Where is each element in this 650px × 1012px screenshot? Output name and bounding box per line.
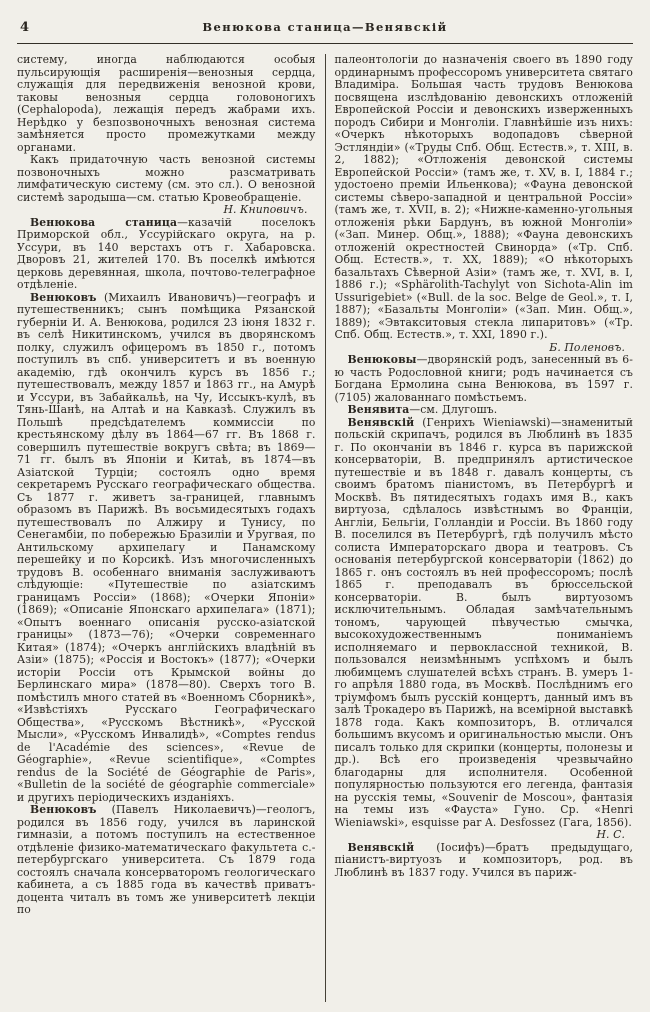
entry-text: —см. Длугошъ. bbox=[409, 403, 498, 416]
running-title: Венюкова станица—Венявскій bbox=[202, 20, 448, 34]
entry-headword: Венявскій bbox=[347, 840, 415, 854]
entry-text: —казачій поселокъ Приморской обл., Уссурійскаго округа, на р. Уссури, въ 140 верстахъ отъ г. Хабаровска. Дворовъ 21, жителей 170. Въ поселкѣ имѣются церковь деревянная, школа, почтово-телеграфное отдѣленіе. bbox=[17, 215, 316, 291]
entry-text: (Іосифъ)—братъ предыдущаго, піанистъ-виртуозъ и композиторъ, род. въ Люблинѣ въ 1837 году. Учился въ париж- bbox=[334, 840, 633, 879]
right-column bbox=[326, 54, 634, 1002]
entry-text: (Генрихъ Wieniawski)—знаменитый польскій скрипачъ, родился въ Люблинѣ въ 1835 г. По окончаніи въ 1846 г. курса въ парижской консерваторіи, В. предпринялъ артистическое путешествіе и въ 1848 г. давалъ концерты, съ своимъ братомъ піанистомъ, въ Петербургѣ и Москвѣ. Въ пятидесятыхъ годахъ имя В., какъ виртуоза, сдѣлалось извѣстнымъ во Франціи, Англіи, Бельгіи, Голландіи и Россіи. Въ 1860 году В. поселился въ Петербургѣ, гдѣ получилъ мѣсто солиста Императорскаго двора и театровъ. Съ основанія петербургской консерваторіи (1862) до 1865 г. онъ состоялъ въ ней профессоромъ; послѣ 1865 г. преподавалъ въ брюссельской консерваторіи. В. былъ виртуозомъ исключительнымъ. Обладая замѣчательнымъ тономъ, чарующей пѣвучестью смычка, высокохудожественнымъ пониманіемъ исполняемаго и первоклассной техникой, В. пользовался неизмѣннымъ успѣхомъ и былъ любимцемъ слушателей всѣхъ странъ. В. умеръ 1-го апрѣля 1880 года, въ Москвѣ. Послѣднимъ его тріумфомъ былъ русскій концертъ, данный имъ въ залѣ Трокадеро въ Парижѣ, на всемірной выставкѣ 1878 года. Какъ композиторъ, В. отличался большимъ вкусомъ и оригинальностью мысли. Онъ писалъ только для скрипки (концерты, полонезы и др.). Всѣ его произведенія чрезвычайно благодарны для исполнителя. Особенной популярностью пользуются его легенда, фантазія на русскія темы, «Souvenir de Moscou», фантазія на темы изъ «Фауста» Гуно. Ср. «Henri Wieniawski», esquisse par A. Desfossez (Гага, 1856). bbox=[334, 415, 633, 829]
entry-headword: Венявскій bbox=[347, 415, 415, 429]
signature-knipovich: Н. Книповичъ. bbox=[223, 203, 308, 216]
entry-text: (Михаилъ Ивановичъ)—географъ и путешественникъ; сынъ помѣщика Рязанской губерніи И. А. Венюкова, родился 23 іюня 1832 г. въ селѣ Никитинскомъ, учился въ дворянскомъ полку, служилъ офицеромъ въ 1850 г., потомъ поступилъ въ спб. университетъ и въ военную академію, гдѣ окончилъ курсъ въ 1856 г.; путешествовалъ, между 1857 и 1863 гг., на Амурѣ и Уссури, въ Забайкальѣ, на Чу, Иссыкъ-кулѣ, въ Тянь-Шанѣ, на Алтаѣ и на Кавказѣ. Служилъ въ Польшѣ предсѣдателемъ коммиссіи по крестьянскому дѣлу въ 1864—67 гг. Въ 1868 г. совершилъ путешествіе вокругъ свѣта; въ 1869—71 гг. былъ въ Японіи и Китаѣ, въ 1874—въ Азіатской Турціи; состоялъ одно время секретаремъ Русскаго географическаго общества. Съ 1877 г. живетъ за-границей, главнымъ образомъ въ Парижѣ. Въ восьмидесятыхъ годахъ путешествовалъ по Алжиру и Тунису, по Сенегамбіи, по побережью Бразиліи и Уругвая, по Антильскому архипелагу и Панамскому перешейку и по Корсикѣ. Изъ многочисленныхъ трудовъ В. особеннаго вниманія заслуживаютъ слѣдующіе: «Путешествіе по азіатскимъ границамъ Россіи» (1868); «Очерки Японіи» (1869); «Описаніе Японскаго архипелага» (1871); «Опытъ военнаго описанія русско-азіатской границы» (1873—76); «Очерки современнаго Китая» (1874); «Очеркъ англійскихъ владѣній въ Азіи» (1875); «Россія и Востокъ» (1877); «Очерки исторіи Россіи отъ Крымской войны до Берлинскаго мира» (1878—80). Сверхъ того В. помѣстилъ много статей въ «Военномъ Сборникѣ», «Извѣстіяхъ Русскаго Географическаго Общества», «Русскомъ Вѣстникѣ», «Русской Мысли», «Русскомъ Инвалидѣ», «Comptes rendus de l'Académie des sciences», «Revue de Géographie», «Revue scientifique», «Comptes rendus de la Société de Géographie de Paris», «Bulletin de la société de géographie commerciale» и другихъ періодическихъ изданіяхъ. bbox=[17, 290, 316, 804]
entry-venyavsky-iosif bbox=[335, 842, 634, 880]
paragraph-text: систему, иногда наблюдаются особыя пульсирующія расширенія—венозныя сердца, служащія для передвиженія венозной крови, таковы венозныя сердца головоногихъ (Cephalopoda), лежащія передъ жабрами ихъ. Нерѣдко у безпозвоночныхъ венозная система замѣняется просто промежутками между органами. bbox=[17, 54, 316, 154]
continuation-venyukov-pavel bbox=[335, 54, 634, 342]
entry-venyukov-pavel bbox=[17, 804, 316, 917]
entry-headword: Венюкова станица bbox=[30, 215, 178, 229]
text-columns bbox=[17, 54, 633, 1002]
entry-text: —дворянскій родъ, занесенный въ 6-ю часть Родословной книги; родъ начинается съ Богдана Ермолина сына Венюкова, въ 1597 г. (7105) жалованнаго помѣстьемъ. bbox=[334, 353, 633, 404]
paragraph-text: Какъ придаточную часть венозной системы позвоночныхъ можно разсматривать лимфатическую систему (см. это сл.). О венозной системѣ зародыша—см. статью Кровеобращеніе. bbox=[17, 153, 316, 204]
entry-headword: Венюковъ bbox=[30, 290, 97, 304]
page-header bbox=[17, 20, 633, 38]
continuation-venous-system bbox=[17, 54, 316, 154]
entry-headword: Венявита bbox=[347, 403, 410, 416]
paragraph-text: палеонтологіи до назначенія своего въ 1890 году ординарнымъ профессоромъ университета святаго Владиміра. Большая часть трудовъ Венюкова посвящена изслѣдованію девонскихъ отложеній Европейской Россіи и девонскихъ изверженныхъ породъ Сибири и Монголіи. Главнѣйшіе изъ нихъ: «Очеркъ нѣкоторыхъ водопадовъ сѣверной Эстляндіи» («Труды Спб. Общ. Естеств.», т. XIII, в. 2, 1882); «Отложенія девонской системы Европейской Россіи» (тамъ же, т. XV, в. I, 1884 г.; удостоено преміи Ильенкова); «Фауна девонской системы сѣверо-западной и центральной Россіи» (тамъ же, т. XVII, в. 2); «Нижне-каменно-угольныя отложенія рѣки Бардунъ, въ южной Монголіи» («Зап. Минер. Общ.», 1888); «Фауна девонскихъ отложеній окрестностей Свинорда» («Тр. Спб. Общ. Естеств.», т. XX, 1889); «О нѣкоторыхъ базальтахъ Сѣверной Азіи» (тамъ же, т. XVI, в. I, 1886 г.); «Sphärolith-Tachylyt von Sichota-Alin im Ussurigebiet» («Bull. de la soc. Belge de Geol.», т. I, 1887); «Базальты Монголіи» («Зап. Мин. Общ.», 1889); «Эвтакситовыя стекла липаритовъ» («Тр. Спб. Общ. Естеств.», т. XXI, 1890 г.). bbox=[334, 54, 633, 341]
entry-venyukov-mikhail bbox=[17, 292, 316, 805]
entry-headword: Венюковы bbox=[347, 353, 417, 366]
signature-n-s: Н. С. bbox=[596, 828, 625, 841]
entry-venyavsky-genrikh bbox=[335, 417, 634, 830]
signature-polenov: Б. Поленовъ. bbox=[549, 340, 625, 354]
entry-venyukova-stanitsa bbox=[17, 217, 316, 292]
page-number: 4 bbox=[20, 20, 30, 35]
paragraph-lymphatic-system bbox=[17, 154, 316, 204]
entry-text: (Павелъ Николаевичъ)—геологъ, родился въ 1856 году, учился въ ларинской гимназіи, а потомъ поступилъ на естественное отдѣленіе физико-математическаго факультета с.-петербургскаго университета. Съ 1879 года состоялъ сначала консерваторомъ геологическаго кабинета, а съ 1885 года въ качествѣ приватъ-доцента читалъ въ томъ же университетѣ лекціи по bbox=[17, 803, 316, 916]
entry-venyukovy bbox=[335, 354, 634, 404]
left-column bbox=[17, 54, 325, 1002]
entry-headword: Венюковъ bbox=[30, 803, 97, 816]
header-rule bbox=[17, 43, 633, 44]
